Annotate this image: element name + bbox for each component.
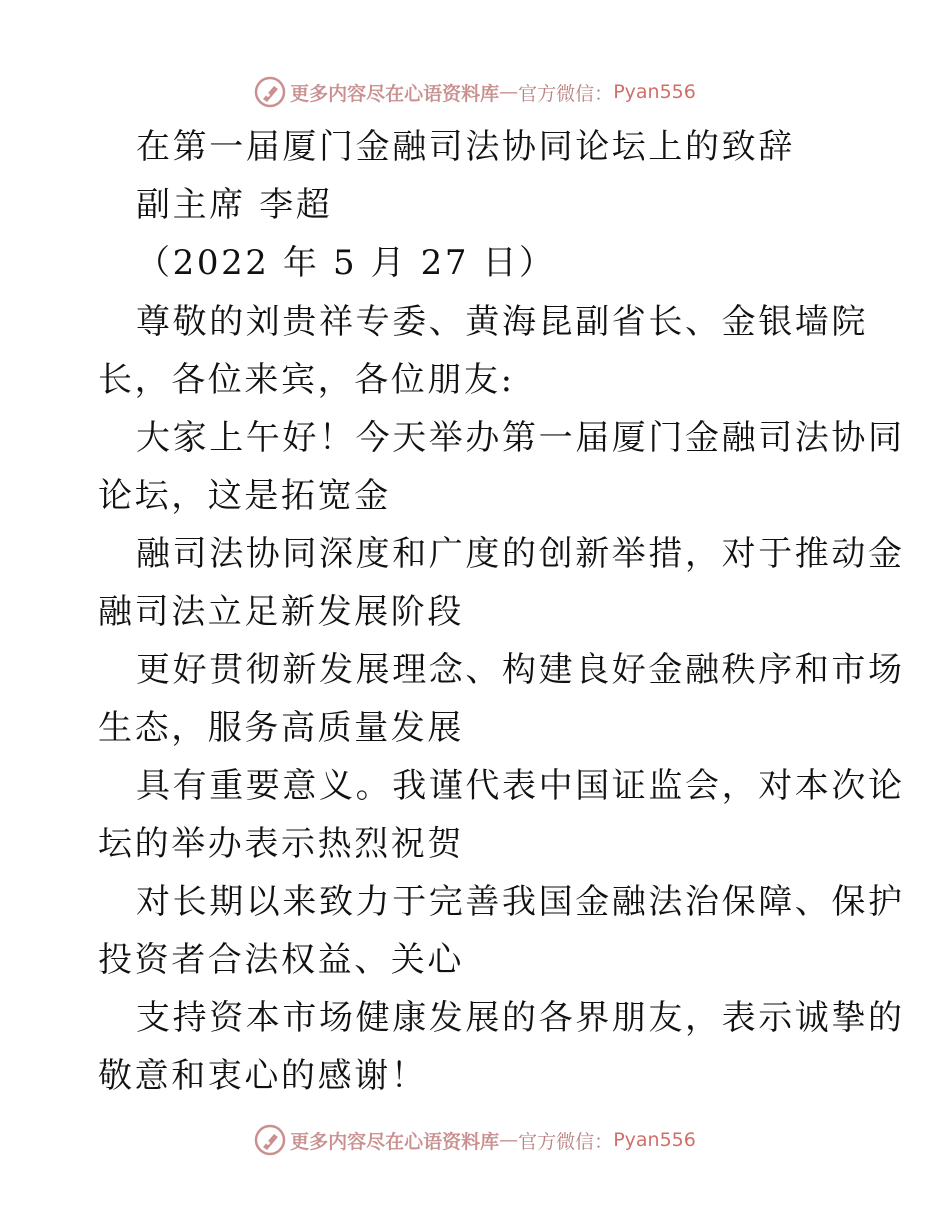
paragraph-line: 支持资本市场健康发展的各界朋友，表示诚挚的 xyxy=(136,998,905,1038)
speaker-line: 副主席 李超 xyxy=(136,185,333,225)
watermark-main-text: 更多内容尽在心语资料库 xyxy=(290,82,500,105)
document-title: 在第一届厦门金融司法协同论坛上的致辞 xyxy=(136,127,795,167)
paragraph-line: 融司法立足新发展阶段 xyxy=(98,592,464,632)
pen-nib-logo-icon xyxy=(254,76,286,108)
pen-nib-logo-icon xyxy=(254,1124,286,1156)
paragraph-line: 敬意和衷心的感谢！ xyxy=(98,1056,428,1096)
watermark-separator: — xyxy=(499,1129,519,1151)
paragraph-line: 融司法协同深度和广度的创新举措，对于推动金 xyxy=(136,534,905,574)
watermark-separator: — xyxy=(499,81,519,103)
paragraph-line: 投资者合法权益、关心 xyxy=(98,940,464,980)
paragraph-line: 生态，服务高质量发展 xyxy=(98,708,464,748)
paragraph-line: 坛的举办表示热烈祝贺 xyxy=(98,824,464,864)
paragraph-line: 更好贯彻新发展理念、构建良好金融秩序和市场 xyxy=(136,650,905,690)
watermark-main-text: 更多内容尽在心语资料库 xyxy=(290,1130,500,1153)
watermark-official-label: 官方微信： xyxy=(518,82,614,105)
footer-watermark xyxy=(0,1120,950,1160)
date-line: （2022 年 5 月 27 日） xyxy=(136,243,556,283)
paragraph-line: 具有重要意义。我谨代表中国证监会，对本次论 xyxy=(136,766,905,806)
paragraph-line: 尊敬的刘贵祥专委、黄海昆副省长、金银墙院 xyxy=(136,302,868,342)
paragraph-line: 长，各位来宾，各位朋友: xyxy=(98,360,515,400)
paragraph-line: 论坛，这是拓宽金 xyxy=(98,476,391,516)
paragraph-line: 对长期以来致力于完善我国金融法治保障、保护 xyxy=(136,882,905,922)
paragraph-line: 大家上午好！今天举办第一届厦门金融司法协同 xyxy=(136,418,905,458)
watermark-wechat-id: Pyan556 xyxy=(613,81,696,103)
header-watermark xyxy=(0,72,950,112)
watermark-wechat-id: Pyan556 xyxy=(613,1129,696,1151)
watermark-official-label: 官方微信： xyxy=(518,1130,614,1153)
